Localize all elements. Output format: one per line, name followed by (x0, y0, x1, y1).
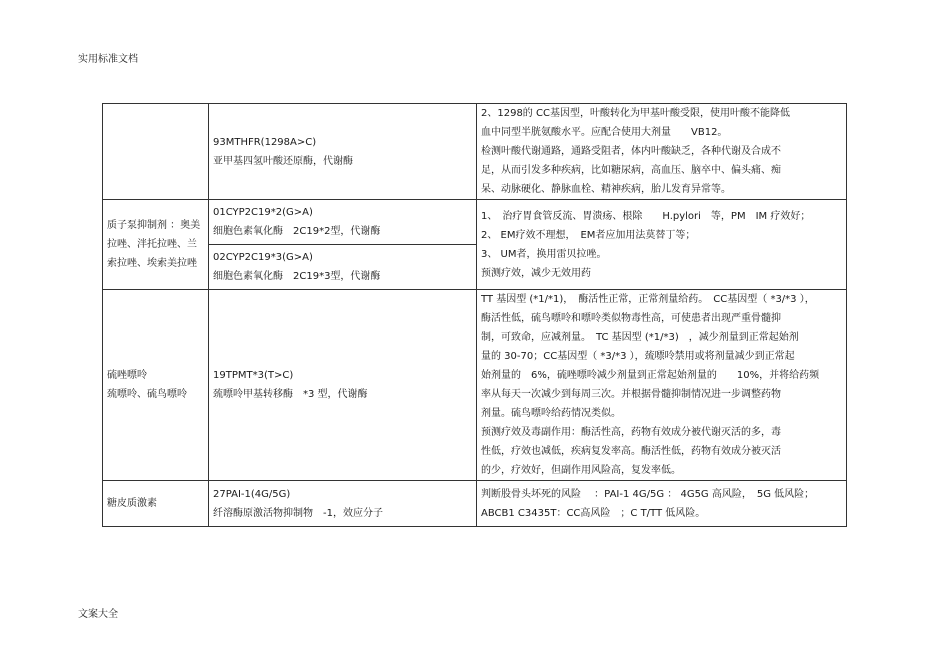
note-line: 2、 EM疗效不理想， EM者应加用法莫替丁等； (481, 229, 696, 241)
drug-label: 质子泵抑制剂 ：奥美拉唑、泮托拉唑、兰索拉唑、埃索美拉唑 (107, 220, 201, 269)
note-line: TT 基因型 (*1/*1)， 酶活性正常，正常剂量给药。 CC基因型（ *3/*3 ）， (481, 294, 815, 305)
drug-cell (103, 290, 209, 481)
note-line: 预测疗效及毒副作用：酶活性高，药物有效成分被代谢灭活的多，毒 (481, 427, 781, 438)
pharmacogenomics-table (102, 103, 847, 527)
gene-cell (209, 481, 477, 527)
note-line: 检测叶酸代谢通路，通路受阻者，体内叶酸缺乏，各种代谢及合成不 (481, 146, 781, 157)
gene-label: 27PAI-1(4G/5G) (213, 488, 291, 500)
notes-cell (477, 290, 847, 481)
page-footer: 文案大全 (78, 609, 118, 620)
note-line: 呆、动脉硬化、静脉血栓、精神疾病，胎儿发育异常等。 (481, 184, 731, 195)
notes-cell (477, 481, 847, 527)
note-line: 1、 治疗胃食管反流、胃溃疡、根除 H.pylori 等，PM IM 疗效好； (481, 210, 811, 222)
note-line: 血中同型半胱氨酸水平。应配合使用大剂量 VB12。 (481, 127, 728, 138)
gene-cell (209, 104, 477, 200)
gene-label: 02CYP2C19*3(G>A) (213, 252, 313, 263)
note-line: 率从每天一次减少到每周三次。并根据骨髓抑制情况进一步调整药物 (481, 389, 781, 400)
enzyme-label: 纤溶酶原激活物抑制物 -1，效应分子 (213, 507, 383, 519)
table-row (103, 200, 847, 245)
gene-label: 01CYP2C19*2(G>A) (213, 207, 313, 218)
drug-cell (103, 200, 209, 290)
note-line: 足，从而引发多种疾病，比如糖尿病，高血压、脑卒中、偏头痛、痴 (481, 165, 781, 176)
note-line: ABCB1 C3435T：CC高风险 ；C T/TT 低风险。 (481, 507, 706, 519)
gene-cell (209, 290, 477, 481)
gene-label: 93MTHFR(1298A>C) (213, 136, 317, 148)
table-row (103, 290, 847, 481)
note-line: 的少，疗效好，但副作用风险高，复发率低。 (481, 465, 681, 476)
drug-label: 糖皮质激素 (107, 498, 157, 509)
note-line: 2、1298的 CC基因型，叶酸转化为甲基叶酸受限，使用叶酸不能降低 (481, 108, 790, 119)
page-header: 实用标准文档 (78, 54, 138, 65)
gene-cell (209, 200, 477, 245)
drug-cell (103, 481, 209, 527)
note-line: 剂量。硫鸟嘌呤给药情况类似。 (481, 408, 621, 419)
enzyme-label: 细胞色素氧化酶 2C19*2型，代谢酶 (213, 226, 381, 237)
enzyme-label: 巯嘌呤甲基转移酶 *3 型，代谢酶 (213, 389, 368, 400)
gene-label: 19TPMT*3(T>C) (213, 370, 294, 381)
drug-label: 硫唑嘌呤 (107, 370, 147, 381)
note-line: 制，可致命，应减剂量。 TC 基因型 (*1/*3) ，减少剂量到正常起始剂 (481, 332, 799, 343)
drug-cell (103, 104, 209, 200)
table-row (103, 104, 847, 200)
note-line: 性低，疗效也减低，疾病复发率高。酶活性低，药物有效成分被灭活 (481, 446, 781, 457)
note-line: 判断股骨头坏死的风险 ：PAI-1 4G/5G ： 4G5G 高风险， 5G 低风险； (481, 488, 815, 500)
enzyme-label: 亚甲基四氢叶酸还原酶，代谢酶 (213, 155, 353, 167)
notes-cell (477, 104, 847, 200)
drug-label: 巯嘌呤、硫鸟嘌呤 (107, 389, 187, 400)
note-line: 始剂量的 6%，硫唑嘌呤减少剂量到正常起始剂量的 10%，并将给药频 (481, 370, 820, 381)
gene-cell (209, 245, 477, 290)
notes-cell (477, 200, 847, 290)
note-line: 量的 30-70；CC基因型（ *3/*3 ），巯嘌呤禁用或将剂量减少到正常起 (481, 351, 795, 362)
table-row (103, 481, 847, 527)
note-line: 酶活性低，硫鸟嘌呤和嘌呤类似物毒性高，可使患者出现严重骨髓抑 (481, 313, 781, 324)
enzyme-label: 细胞色素氧化酶 2C19*3型，代谢酶 (213, 271, 381, 282)
note-line: 3、 UM者，换用雷贝拉唑。 (481, 248, 607, 260)
note-line: 预测疗效，减少无效用药 (481, 267, 591, 279)
